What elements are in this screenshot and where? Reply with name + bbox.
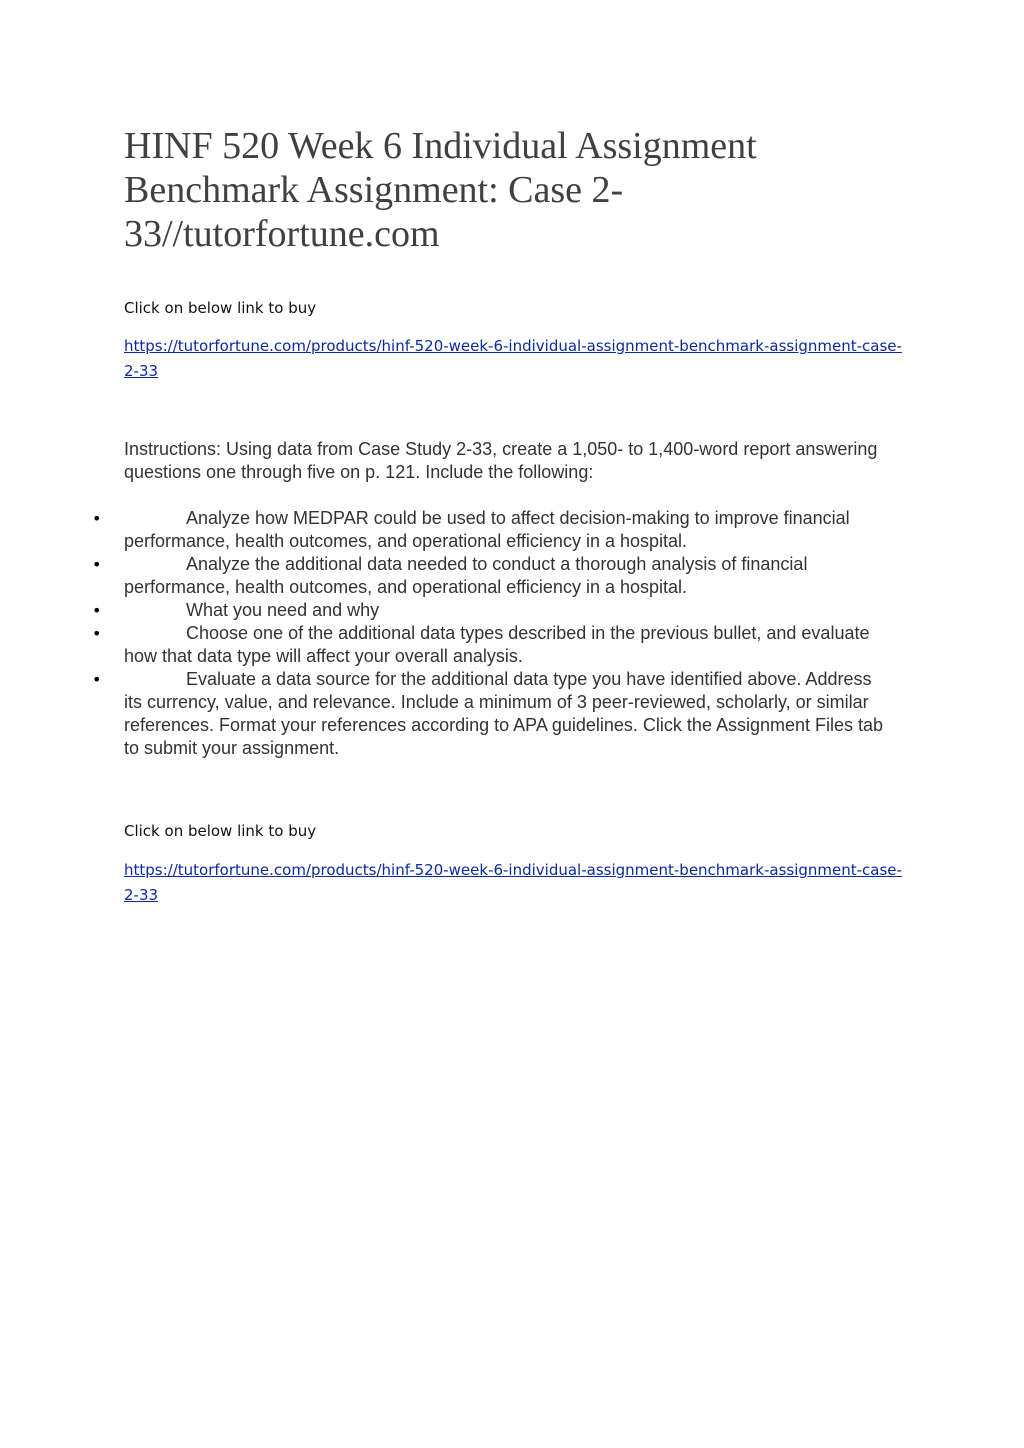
list-item-text: What you need and why bbox=[186, 600, 380, 620]
bullet-icon: • bbox=[92, 509, 102, 528]
list-item bbox=[0, 622, 884, 668]
bullet-icon: • bbox=[92, 555, 102, 574]
list-item-text: Analyze the additional data needed to conduct a thorough analysis of financial performance, health outcomes, and operational efficiency in a hospital. bbox=[124, 554, 808, 597]
instructions-text: Instructions: Using data from Case Study 2-33, create a 1,050- to 1,400-word report answering questions one through five on p. 121. Include the following: bbox=[124, 439, 878, 482]
list-item-text: Analyze how MEDPAR could be used to affect decision-making to improve financial performance, health outcomes, and operational efficiency in a hospital. bbox=[124, 508, 850, 551]
bullet-icon: • bbox=[92, 670, 102, 689]
buy-link-bottom[interactable]: https://tutorfortune.com/products/hinf-520-week-6-individual-assignment-benchmark-assignment-case-2-33 bbox=[124, 861, 902, 904]
buy-link-top[interactable]: https://tutorfortune.com/products/hinf-520-week-6-individual-assignment-benchmark-assignment-case-2-33 bbox=[124, 337, 902, 380]
buy-prompt-bottom: Click on below link to buy bbox=[124, 822, 317, 840]
page-title: HINF 520 Week 6 Individual Assignment Benchmark Assignment: Case 2-33//tutorfortune.com bbox=[124, 125, 757, 255]
list-item bbox=[0, 668, 884, 760]
list-item-text: Evaluate a data source for the additional data type you have identified above. Address its currency, value, and relevance. Include a minimum of 3 peer-reviewed, scholarly, or similar references. Format your references according to APA guidelines. Click the Assignment Files tab to submit your assignment. bbox=[124, 669, 884, 758]
bullet-icon: • bbox=[92, 624, 102, 643]
list-item bbox=[0, 599, 884, 622]
list-item-text: Choose one of the additional data types described in the previous bullet, and evaluate how that data type will affect your overall analysis. bbox=[124, 623, 870, 666]
list-item bbox=[0, 507, 884, 553]
buy-prompt-top: Click on below link to buy bbox=[124, 299, 317, 317]
list-item bbox=[0, 553, 884, 599]
bullet-icon: • bbox=[92, 601, 102, 620]
requirements-list bbox=[0, 507, 1024, 760]
